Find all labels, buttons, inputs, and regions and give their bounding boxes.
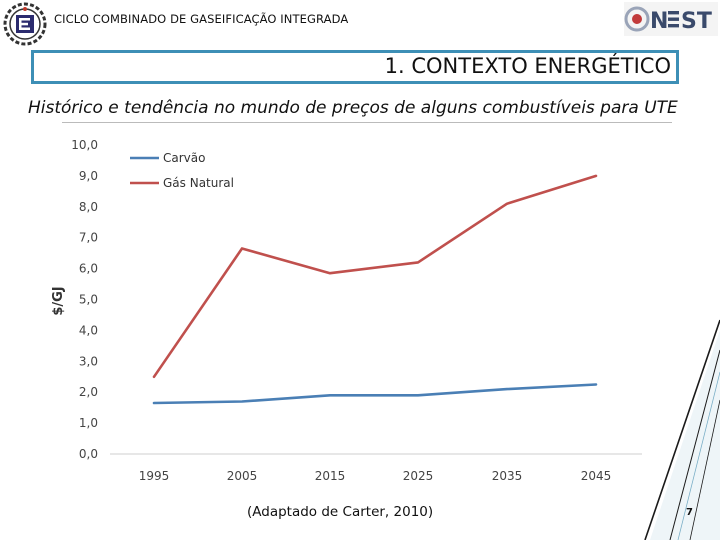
y-tick-label: 10,0 [71,138,98,152]
y-tick-label: 2,0 [78,385,98,400]
y-tick-label: 3,0 [78,354,98,369]
corner-decoration [620,290,720,540]
logo-e-bars-icon [668,11,679,27]
x-tick-label: 2015 [314,469,346,483]
y-tick-label: 1,0 [78,416,98,431]
x-tick-label: 2025 [402,469,434,483]
logo-letters-st: ST [681,9,712,34]
subtitle-divider [62,122,672,123]
section-title: 1. CONTEXTO ENERGÉTICO [384,54,671,78]
x-tick-label: 2035 [491,469,523,483]
page-number: 7 [686,507,693,518]
nest-logo [624,2,718,36]
y-tick-label: 9,0 [78,168,98,183]
y-tick-label: 5,0 [78,292,98,307]
y-axis-label: $/GJ [51,286,66,316]
source-caption: (Adaptado de Carter, 2010) [247,504,434,520]
header-title: CICLO COMBINADO DE GASEIFICAÇÃO INTEGRADA [54,12,349,26]
legend-label: Carvão [163,151,206,165]
fuel-price-line-chart [30,128,650,500]
y-tick-label: 0,0 [78,447,98,461]
x-tick-label: 1995 [138,469,170,483]
y-tick-label: 7,0 [78,230,98,245]
institution-gear-logo [3,2,47,46]
slide-subtitle: Histórico e tendência no mundo de preços de alguns combustíveis para UTE [28,98,678,118]
y-tick-label: 4,0 [78,323,98,338]
y-tick-label: 8,0 [78,199,98,214]
x-tick-label: 2045 [580,469,612,483]
section-title-box [31,50,679,84]
x-tick-label: 2005 [226,469,258,483]
y-tick-label: 6,0 [78,261,98,276]
legend-label: Gás Natural [163,176,234,190]
logo-letter-n: N [650,9,669,34]
